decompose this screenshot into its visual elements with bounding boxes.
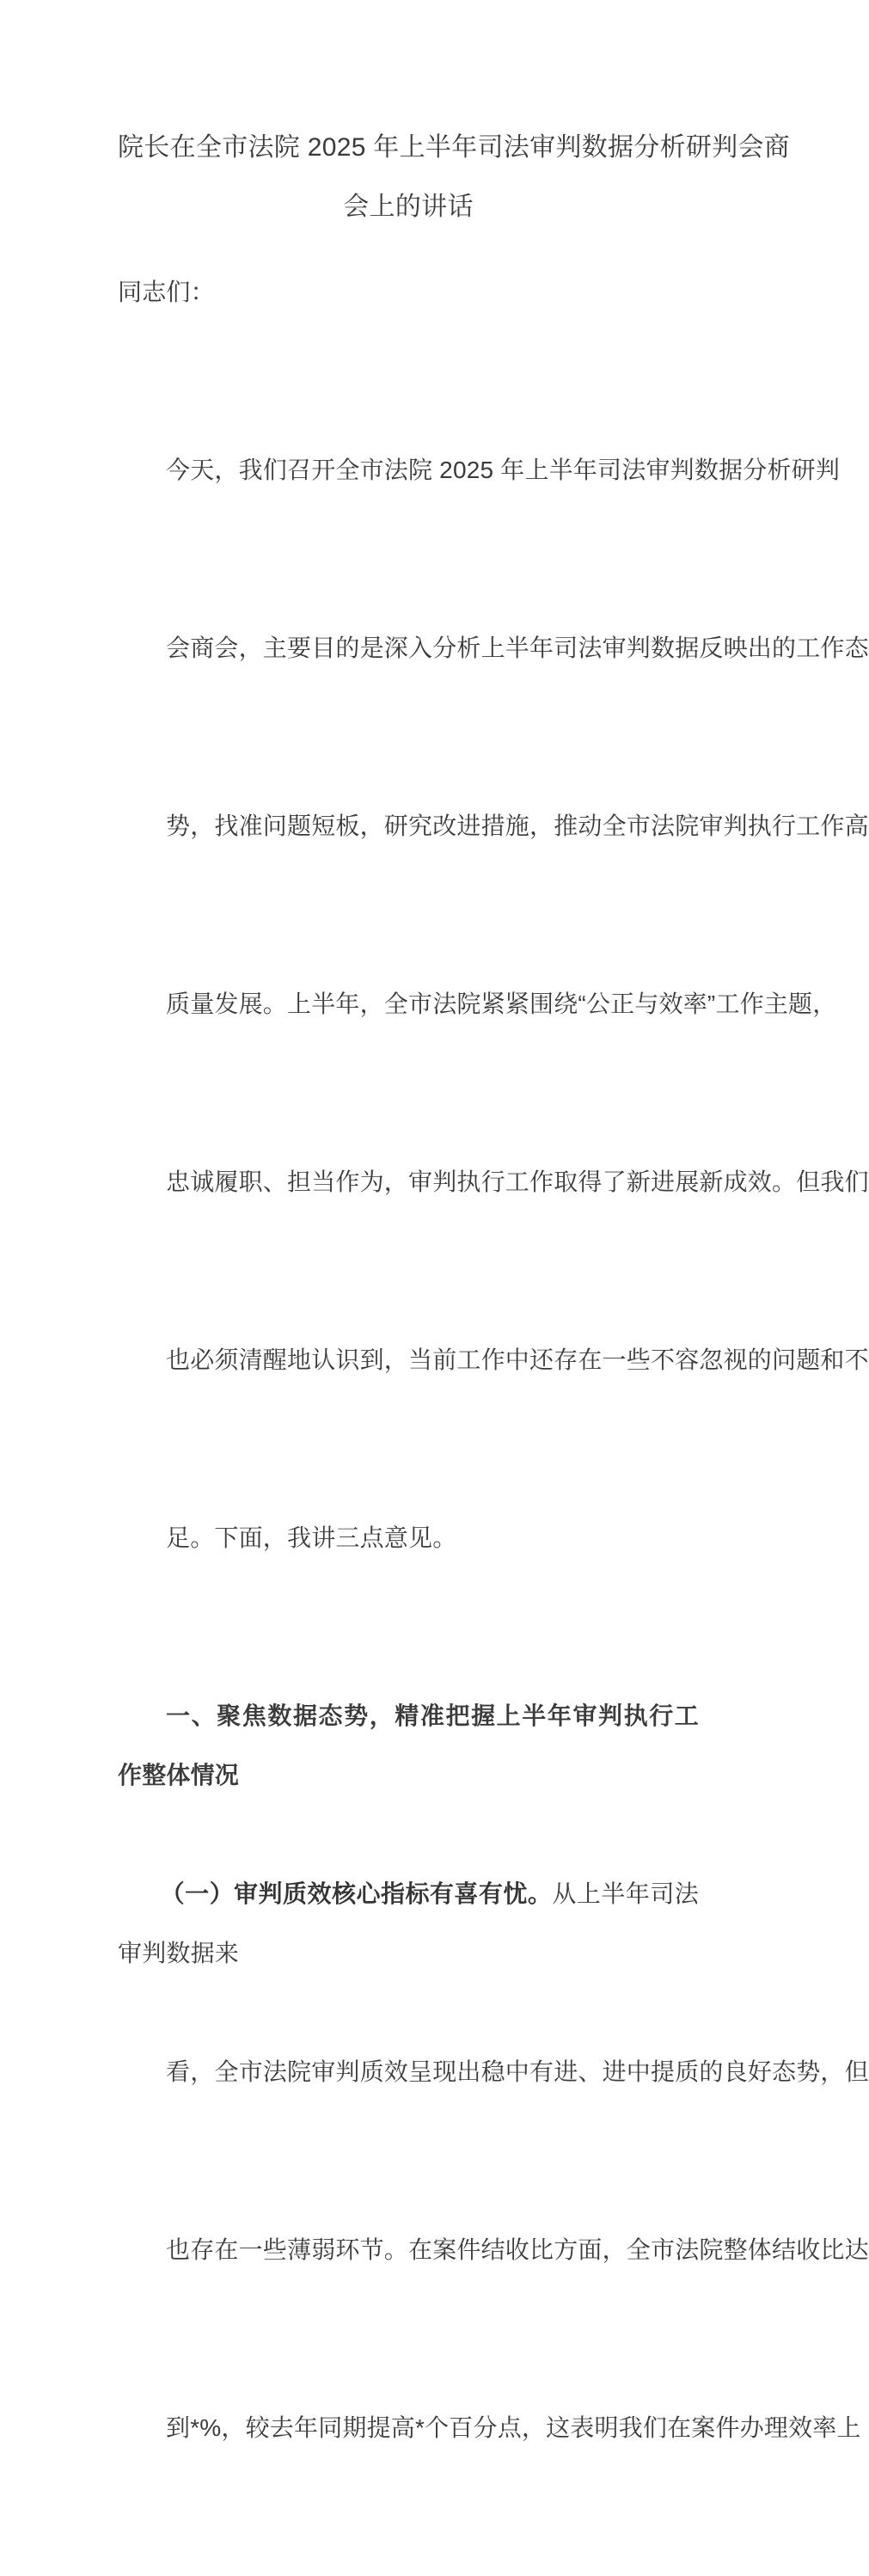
subsection-line: 到*%，较去年同期提高*个百分点，这表明我们在案件办理效率上: [166, 2414, 861, 2441]
page-title: [118, 0, 791, 236]
document-body: [118, 262, 869, 2576]
opening-paragraph: [118, 322, 869, 1686]
paragraph-line: 今天，我们召开全市法院 2025 年上半年司法审判数据分析研判: [166, 457, 841, 483]
paragraph-line: 足。下面，我讲三点意见。: [166, 1524, 457, 1551]
subsection-line: 看，全市法院审判质效呈现出稳中有进、进中提质的良好态势，但: [166, 2058, 869, 2085]
paragraph-line: 会商会，主要目的是深入分析上半年司法审判数据反映出的工作态: [166, 635, 869, 661]
paragraph-line: 忠诚履职、担当作为，审判执行工作取得了新进展新成效。但我们: [166, 1168, 869, 1195]
subsection-line: 也存在一些薄弱环节。在案件结收比方面，全市法院整体结收比达: [166, 2236, 869, 2263]
paragraph-line: 也必须清醒地认识到，当前工作中还存在一些不容忽视的问题和不: [166, 1346, 869, 1373]
title-line-1: 院长在全市法院 2025 年上半年司法审判数据分析研判会商: [118, 133, 791, 162]
subsection-line: 从上半年司法审判数据来: [118, 1880, 700, 1966]
section-heading-1: 一、聚焦数据态势，精准把握上半年审判执行工作整体情况: [118, 1702, 699, 1788]
salutation-line: 同志们：: [118, 279, 215, 305]
paragraph-line: 势，找准问题短板，研究改进措施，推动全市法院审判执行工作高: [166, 813, 869, 839]
paragraph-line: 质量发展。上半年，全市法院紧紧围绕“公正与效率”工作主题，: [166, 991, 837, 1017]
title-line-2: 会上的讲话: [343, 193, 474, 221]
subsection-paragraph: [118, 1805, 869, 2576]
subsection-bold-lead: （一）审判质效核心指标有喜有忧。: [160, 1880, 553, 1907]
